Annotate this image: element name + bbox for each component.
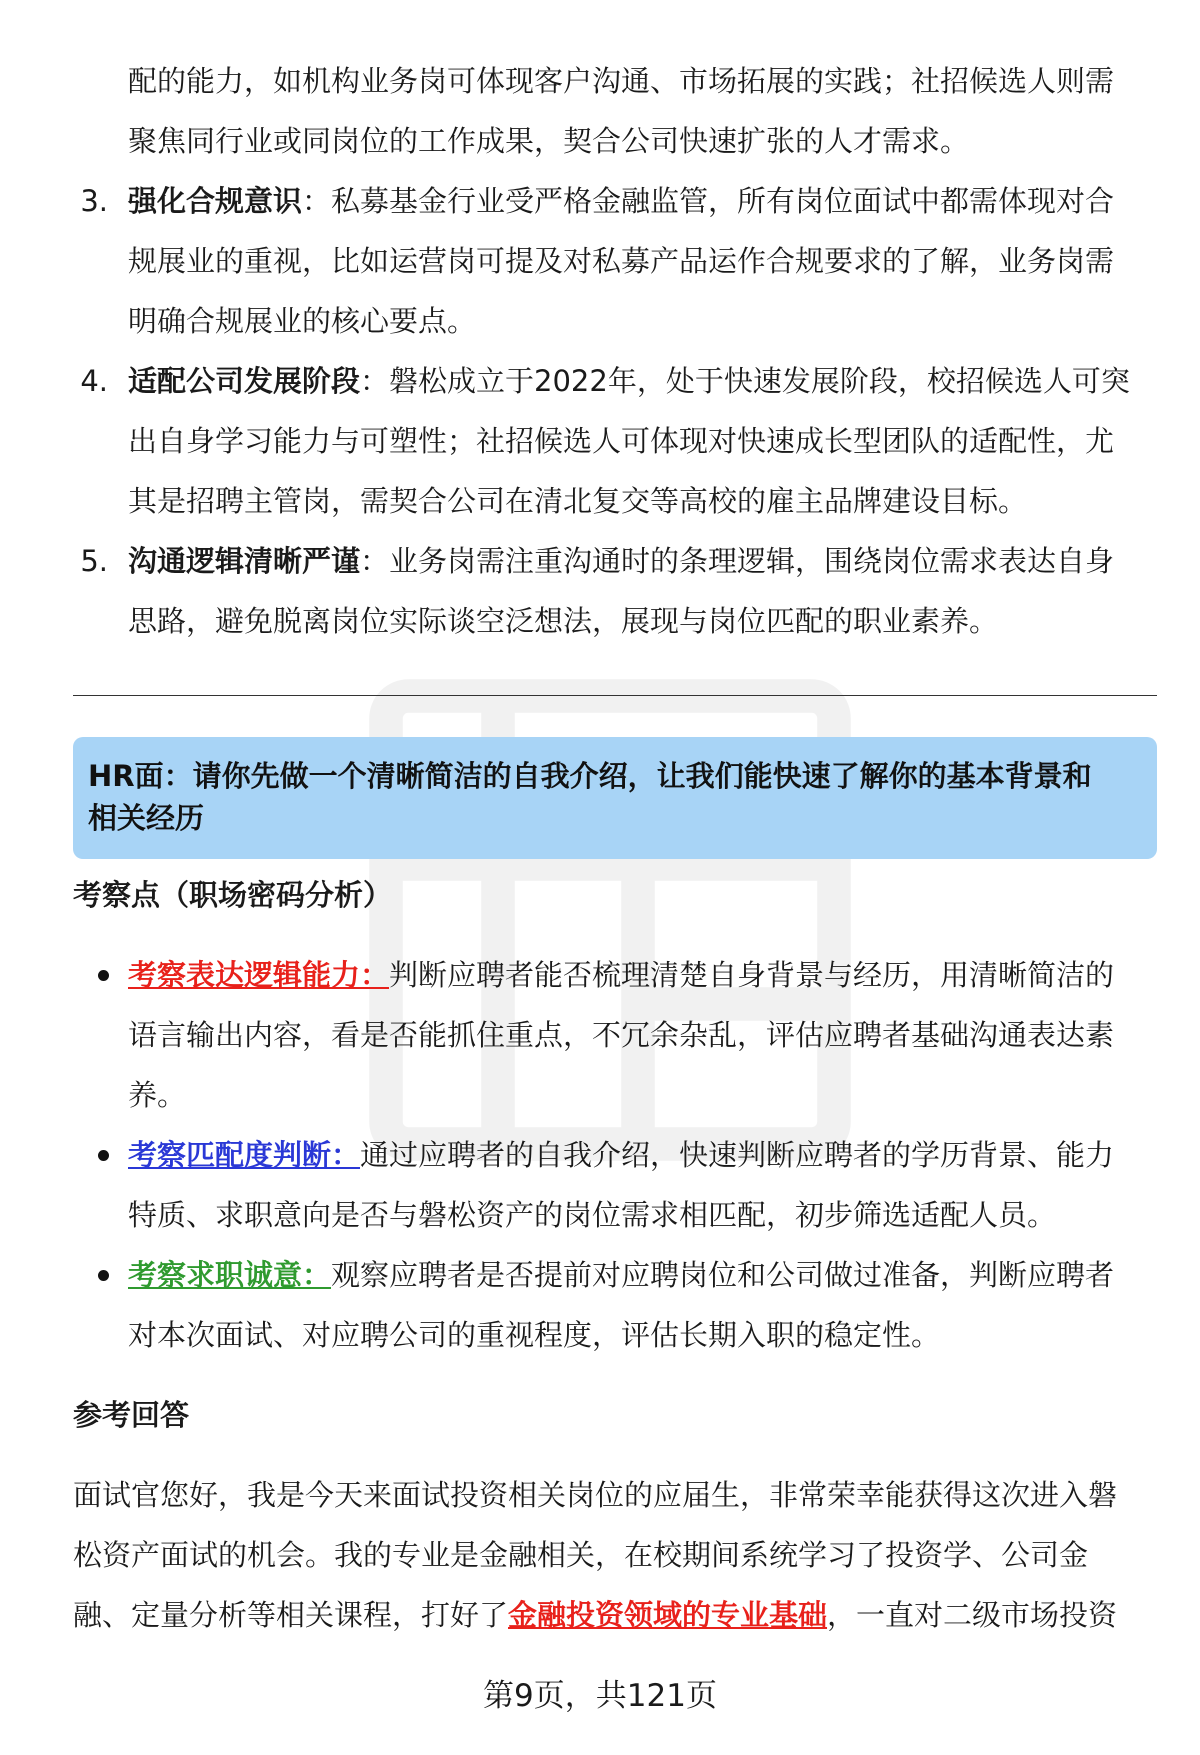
item-2-continuation-line-2: 聚焦同行业或同岗位的工作成果，契合公司快速扩张的人才需求。 xyxy=(128,124,970,158)
section-divider xyxy=(73,695,1157,696)
item-5-number: 5. xyxy=(80,544,108,578)
bullet-3-line-2: 对本次面试、对应聘公司的重视程度，评估长期入职的稳定性。 xyxy=(128,1318,941,1352)
answer-highlight: 金融投资领域的专业基础 xyxy=(508,1598,828,1632)
bullet-1-line-3: 养。 xyxy=(128,1078,187,1112)
answer-title: 参考回答 xyxy=(73,1398,190,1432)
item-5-line-2: 思路，避免脱离岗位实际谈空泛想法，展现与岗位匹配的职业素养。 xyxy=(128,604,999,638)
answer-line-3-end: ，一直对二级市场投资 xyxy=(827,1598,1118,1632)
bullet-3-first-line xyxy=(128,1255,1114,1295)
item-4-line-2: 出自身学习能力与可塑性；社招候选人可体现对快速成长型团队的适配性，尤 xyxy=(128,424,1115,458)
item-5-text: ：业务岗需注重沟通时的条理逻辑，围绕岗位需求表达自身 xyxy=(360,544,1115,578)
item-3-first-line xyxy=(128,181,1114,221)
answer-line-3-start: 融、定量分析等相关课程，打好了 xyxy=(73,1598,509,1632)
bullet-1-label: 考察表达逻辑能力： xyxy=(128,958,390,992)
bullet-2-label: 考察匹配度判断： xyxy=(128,1138,361,1172)
bullet-2-line-2: 特质、求职意向是否与磐松资产的岗位需求相匹配，初步筛选适配人员。 xyxy=(128,1198,1057,1232)
page-footer: 第9页，共121页 xyxy=(483,1678,717,1714)
bullet-2-text: 通过应聘者的自我介绍，快速判断应聘者的学历背景、能力 xyxy=(360,1138,1115,1172)
item-3-text: ：私募基金行业受严格金融监管，所有岗位面试中都需体现对合 xyxy=(302,184,1115,218)
item-4-first-line xyxy=(128,361,1130,401)
bullet-2-first-line xyxy=(128,1135,1114,1175)
item-5-heading: 沟通逻辑清晰严谨 xyxy=(128,544,361,578)
item-4-text: ：磐松成立于2022年，处于快速发展阶段，校招候选人可突 xyxy=(360,364,1130,398)
bullet-3-label: 考察求职诚意： xyxy=(128,1258,332,1292)
answer-line-3 xyxy=(73,1595,1117,1635)
hr-question-line-2: 相关经历 xyxy=(88,801,205,835)
watermark-logo-icon xyxy=(330,640,890,1200)
bullet-1-first-line xyxy=(128,955,1114,995)
item-4-number: 4. xyxy=(80,364,108,398)
hr-question-line-1: HR面：请你先做一个清晰简洁的自我介绍，让我们能快速了解你的基本背景和 xyxy=(88,759,1092,793)
item-4-heading: 适配公司发展阶段 xyxy=(128,364,361,398)
answer-line-2: 松资产面试的机会。我的专业是金融相关，在校期间系统学习了投资学、公司金 xyxy=(73,1538,1089,1572)
item-5-first-line xyxy=(128,541,1114,581)
bullet-1-text: 判断应聘者能否梳理清楚自身背景与经历，用清晰简洁的 xyxy=(389,958,1115,992)
bullet-1-line-2: 语言输出内容，看是否能抓住重点，不冗余杂乱，评估应聘者基础沟通表达素 xyxy=(128,1018,1115,1052)
analysis-title: 考察点（职场密码分析） xyxy=(73,878,393,912)
answer-line-1: 面试官您好，我是今天来面试投资相关岗位的应届生，非常荣幸能获得这次进入磐 xyxy=(73,1478,1118,1512)
item-3-heading: 强化合规意识 xyxy=(128,184,303,218)
bullet-dot-1 xyxy=(98,970,109,981)
item-2-continuation-line-1: 配的能力，如机构业务岗可体现客户沟通、市场拓展的实践；社招候选人则需 xyxy=(128,64,1115,98)
item-4-line-3: 其是招聘主管岗，需契合公司在清北复交等高校的雇主品牌建设目标。 xyxy=(128,484,1028,518)
item-3-line-2: 规展业的重视，比如运营岗可提及对私募产品运作合规要求的了解，业务岗需 xyxy=(128,244,1115,278)
item-3-number: 3. xyxy=(80,184,108,218)
item-3-line-3: 明确合规展业的核心要点。 xyxy=(128,304,477,338)
bullet-3-text: 观察应聘者是否提前对应聘岗位和公司做过准备，判断应聘者 xyxy=(331,1258,1115,1292)
hr-question-box xyxy=(73,737,1157,859)
bullet-dot-2 xyxy=(98,1150,109,1161)
bullet-dot-3 xyxy=(98,1270,109,1281)
